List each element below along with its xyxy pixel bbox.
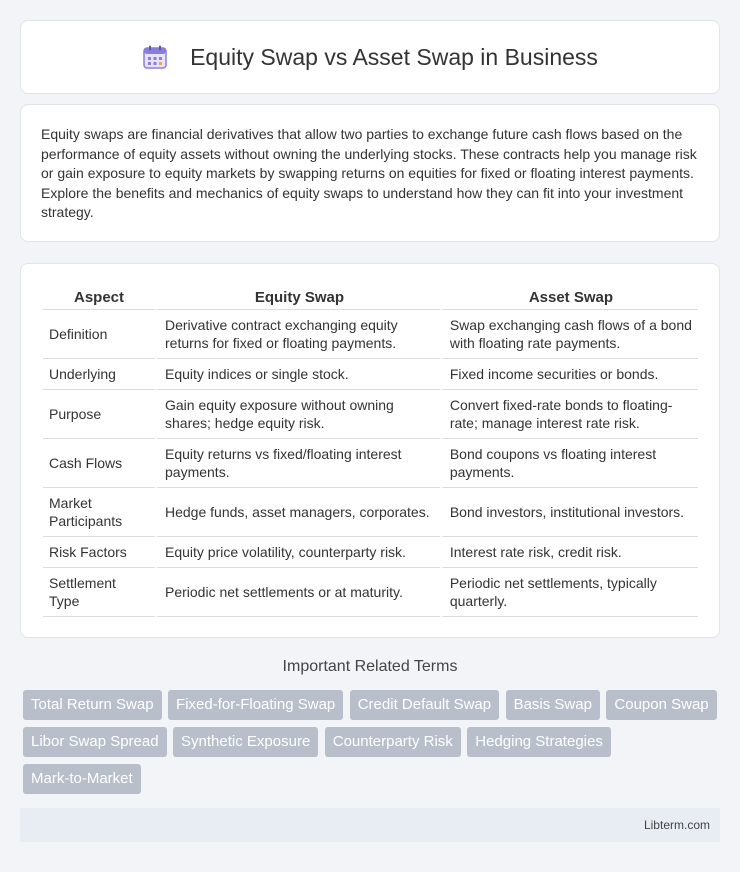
cell-asset-swap: Bond coupons vs floating interest payments. bbox=[440, 439, 698, 488]
table-row bbox=[43, 359, 698, 390]
cell-aspect: Purpose bbox=[43, 390, 155, 439]
calendar-icon bbox=[142, 44, 168, 70]
related-terms-heading: Important Related Terms bbox=[282, 658, 458, 675]
cell-aspect: Definition bbox=[43, 310, 155, 359]
table-row bbox=[43, 488, 698, 537]
header-asset-swap: Asset Swap bbox=[440, 284, 698, 310]
cell-asset-swap: Fixed income securities or bonds. bbox=[440, 359, 698, 390]
cell-equity-swap: Periodic net settlements or at maturity. bbox=[155, 568, 440, 617]
related-term-tag[interactable]: Hedging Strategies bbox=[467, 727, 611, 757]
table-row bbox=[43, 537, 698, 568]
cell-asset-swap: Bond investors, institutional investors. bbox=[440, 488, 698, 537]
title-card bbox=[20, 20, 720, 94]
comparison-card bbox=[20, 263, 720, 638]
table-body bbox=[43, 310, 698, 617]
table-header-row bbox=[43, 284, 698, 310]
related-term-tag[interactable]: Mark-to-Market bbox=[23, 764, 141, 794]
cell-equity-swap: Equity price volatility, counterparty risk. bbox=[155, 537, 440, 568]
header-aspect: Aspect bbox=[43, 284, 155, 310]
related-term-tag[interactable]: Total Return Swap bbox=[23, 690, 162, 720]
comparison-table bbox=[43, 284, 698, 617]
cell-aspect: Market Participants bbox=[43, 488, 155, 537]
cell-aspect: Cash Flows bbox=[43, 439, 155, 488]
cell-equity-swap: Derivative contract exchanging equity returns for fixed or floating payments. bbox=[155, 310, 440, 359]
related-term-tag[interactable]: Libor Swap Spread bbox=[23, 727, 167, 757]
cell-asset-swap: Swap exchanging cash flows of a bond with floating rate payments. bbox=[440, 310, 698, 359]
footer bbox=[20, 808, 720, 842]
intro-card bbox=[20, 104, 720, 242]
page-title: Equity Swap vs Asset Swap in Business bbox=[190, 43, 598, 70]
header-equity-swap: Equity Swap bbox=[155, 284, 440, 310]
related-term-tag[interactable]: Credit Default Swap bbox=[350, 690, 499, 720]
related-term-tag[interactable]: Fixed-for-Floating Swap bbox=[168, 690, 343, 720]
footer-site[interactable]: Libterm.com bbox=[643, 818, 710, 832]
cell-aspect: Underlying bbox=[43, 359, 155, 390]
cell-equity-swap: Gain equity exposure without owning shares; hedge equity risk. bbox=[155, 390, 440, 439]
cell-equity-swap: Equity indices or single stock. bbox=[155, 359, 440, 390]
cell-equity-swap: Equity returns vs fixed/floating interest payments. bbox=[155, 439, 440, 488]
related-terms-list bbox=[23, 690, 723, 801]
table-row bbox=[43, 439, 698, 488]
cell-aspect: Settlement Type bbox=[43, 568, 155, 617]
cell-asset-swap: Interest rate risk, credit risk. bbox=[440, 537, 698, 568]
cell-aspect: Risk Factors bbox=[43, 537, 155, 568]
related-term-tag[interactable]: Counterparty Risk bbox=[325, 727, 461, 757]
related-term-tag[interactable]: Synthetic Exposure bbox=[173, 727, 318, 757]
table-row bbox=[43, 390, 698, 439]
related-term-tag[interactable]: Basis Swap bbox=[506, 690, 600, 720]
intro-paragraph: Equity swaps are financial derivatives that allow two parties to exchange future cash flows based on the performance of equity assets without owning the underlying stocks. These contracts help you manage risk or gain exposure to equity markets by swapping returns on equities for fixed or floating interest payments. Explore the benefits and mechanics of equity swaps to understand how they can fit into your investment strategy. bbox=[41, 126, 697, 220]
cell-equity-swap: Hedge funds, asset managers, corporates. bbox=[155, 488, 440, 537]
table-row bbox=[43, 568, 698, 617]
cell-asset-swap: Periodic net settlements, typically quarterly. bbox=[440, 568, 698, 617]
table-row bbox=[43, 310, 698, 359]
related-term-tag[interactable]: Coupon Swap bbox=[606, 690, 716, 720]
cell-asset-swap: Convert fixed-rate bonds to floating-rate; manage interest rate risk. bbox=[440, 390, 698, 439]
